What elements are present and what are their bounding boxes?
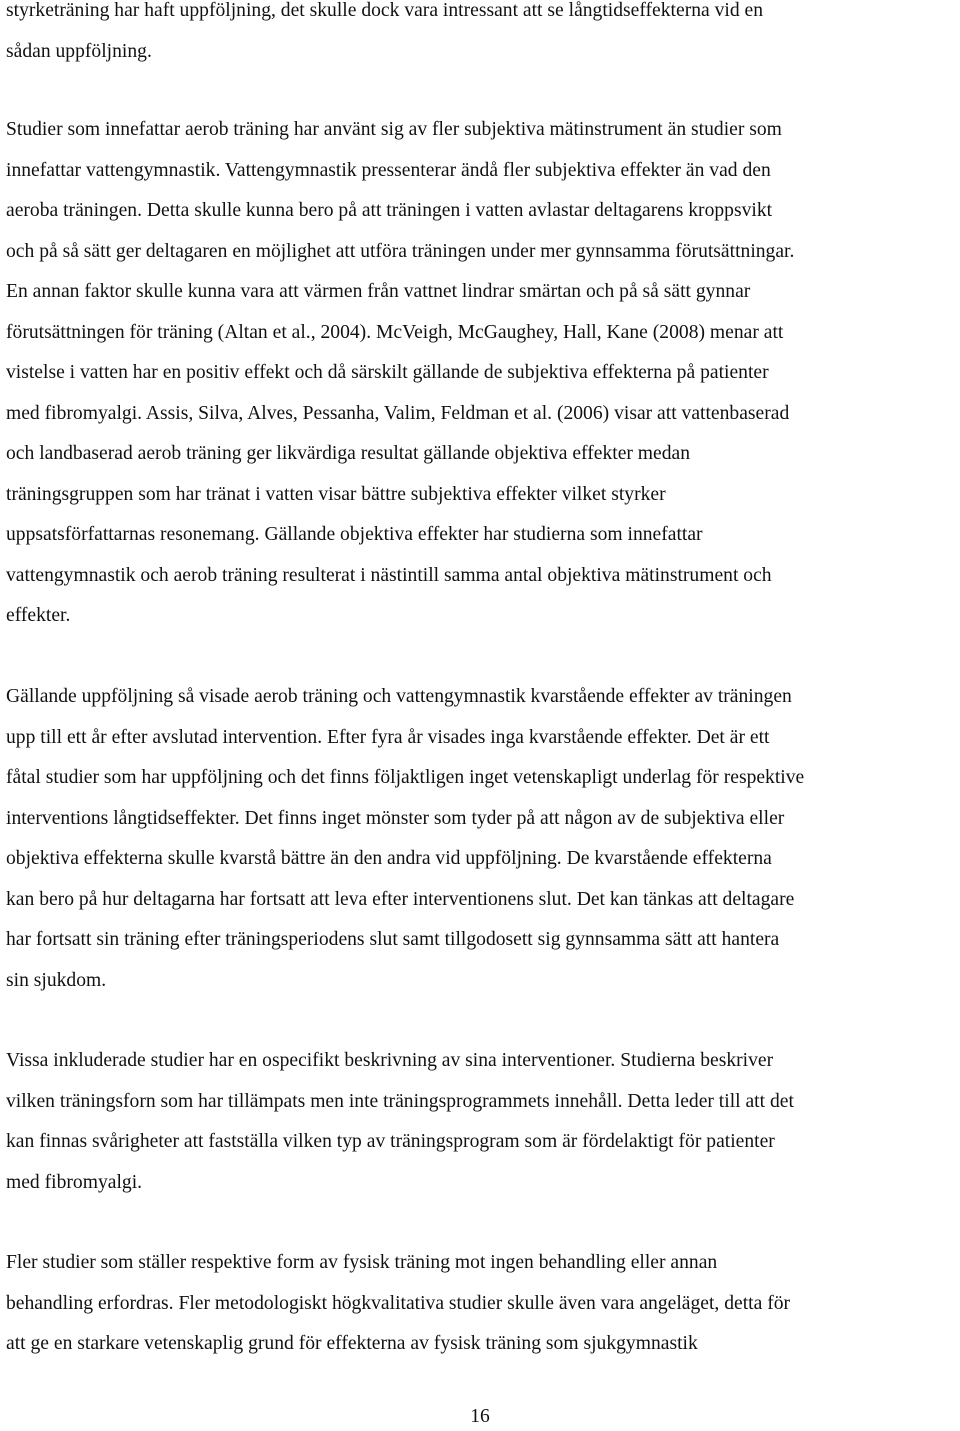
paragraph-1 <box>6 0 763 72</box>
text-line: interventions långtidseffekter. Det finns inget mönster som tyder på att någon av de subjektiva eller <box>6 807 785 829</box>
text-line: sådan uppföljning. <box>6 40 152 62</box>
text-line: sin sjukdom. <box>6 969 107 991</box>
text-line: kan bero på hur deltagarna har fortsatt att leva efter interventionens slut. Det kan tänkas att deltagare <box>6 888 795 910</box>
text-line: förutsättningen för träning (Altan et al., 2004). McVeigh, McGaughey, Hall, Kane (2008) menar att <box>6 321 784 343</box>
text-line: effekter. <box>6 605 71 626</box>
paragraph-5 <box>6 1243 790 1365</box>
text-line: med fibromyalgi. <box>6 1171 143 1193</box>
text-line: och på så sätt ger deltagaren en möjlighet att utföra träningen under mer gynnsamma förutsättningar. <box>6 240 795 262</box>
text-line: uppsatsförfattarnas resonemang. Gällande objektiva effekter har studierna som innefattar <box>6 524 703 545</box>
text-line: och landbaserad aerob träning ger likvärdiga resultat gällande objektiva effekter medan <box>6 443 691 464</box>
text-line: vistelse i vatten har en positiv effekt och då särskilt gällande de subjektiva effekterna på patienter <box>6 362 769 383</box>
text-line: har fortsatt sin träning efter träningsperiodens slut samt tillgodosett sig gynnsamma sätt att hantera <box>6 929 780 950</box>
text-line: träningsgruppen som har tränat i vatten visar bättre subjektiva effekter vilket styrker <box>6 483 666 505</box>
text-line: Studier som innefattar aerob träning har använt sig av fler subjektiva mätinstrument än studier som <box>6 119 782 140</box>
text-line: innefattar vattengymnastik. Vattengymnastik pressenterar ändå fler subjektiva effekter än vad den <box>6 159 771 181</box>
text-line: fåtal studier som har uppföljning och det finns följaktligen inget vetenskapligt underlag för respektive <box>6 767 805 788</box>
text-line: Vissa inkluderade studier har en ospecifikt beskrivning av sina interventioner. Studierna beskriver <box>6 1050 774 1071</box>
text-line: behandling erfordras. Fler metodologiskt högkvalitativa studier skulle även vara angeläget, detta för <box>6 1292 791 1314</box>
text-line: Fler studier som ställer respektive form av fysisk träning mot ingen behandling eller annan <box>6 1252 718 1273</box>
text-line: styrketräning har haft uppföljning, det skulle dock vara intressant att se långtidseffekterna vid en <box>6 0 764 21</box>
text-line: upp till ett år efter avslutad intervention. Efter fyra år visades inga kvarstående effekter. Det är ett <box>6 726 770 748</box>
text-line: En annan faktor skulle kunna vara att värmen från vattnet lindrar smärtan och på så sätt gynnar <box>6 281 751 302</box>
text-line: vattengymnastik och aerob träning resulterat i nästintill samma antal objektiva mätinstrument och <box>6 564 772 586</box>
paragraph-4 <box>6 1041 794 1203</box>
paragraph-2 <box>6 110 794 637</box>
page-number: 16 <box>470 1406 490 1427</box>
text-line: aeroba träningen. Detta skulle kunna bero på att träningen i vatten avlastar deltagarens kroppsvikt <box>6 200 773 221</box>
text-line: att ge en starkare vetenskaplig grund för effekterna av fysisk träning som sjukgymnastik <box>6 1333 698 1354</box>
text-line: med fibromyalgi. Assis, Silva, Alves, Pessanha, Valim, Feldman et al. (2006) visar att vattenbaserad <box>6 402 790 424</box>
text-line: Gällande uppföljning så visade aerob träning och vattengymnastik kvarstående effekter av träningen <box>6 686 792 707</box>
paragraph-3 <box>6 677 804 1001</box>
text-line: kan finnas svårigheter att fastställa vilken typ av träningsprogram som är fördelaktigt för patienter <box>6 1131 775 1152</box>
text-line: vilken träningsforn som har tillämpats men inte träningsprogrammets innehåll. Detta leder till att det <box>6 1090 794 1112</box>
text-line: objektiva effekterna skulle kvarstå bättre än den andra vid uppföljning. De kvarstående effekterna <box>6 848 772 869</box>
